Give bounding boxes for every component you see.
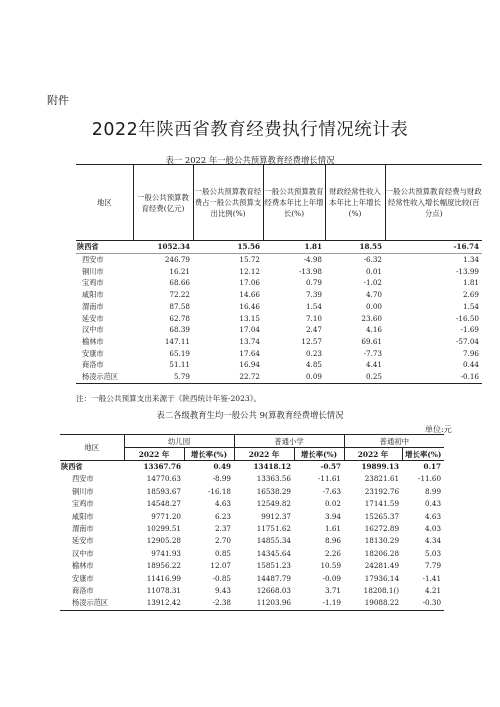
table-row (76, 336, 482, 348)
value-cell: 72.22 (169, 290, 190, 300)
value-cell: -2.38 (212, 598, 231, 608)
value-cell: 16.21 (169, 266, 190, 276)
value-cell: 9.43 (214, 586, 231, 596)
value-cell: 1.54 (305, 301, 322, 311)
region-cell: 安康市 (82, 348, 104, 358)
value-cell: 13.15 (239, 313, 260, 323)
value-cell: 18.55 (325, 241, 385, 254)
region-cell: 西安市 (72, 474, 94, 484)
region-cell: 商洛市 (72, 586, 94, 596)
value-cell: 12668.03 (256, 586, 291, 596)
value-cell: 16272.89 (364, 524, 400, 534)
value-cell: 18956.22 (146, 561, 181, 571)
value-cell: 68.66 (169, 278, 190, 288)
table2-caption: 表二各级教育生均一般公共 9(算教育经费增长情况 (156, 410, 344, 420)
value-cell: 17936.14 (364, 573, 400, 583)
region-cell: 宝鸡市 (82, 278, 104, 288)
value-cell: 7.39 (305, 290, 322, 300)
value-cell: -4.98 (303, 255, 322, 264)
value-cell: 1.34 (462, 255, 479, 264)
region-cell: 安康市 (72, 573, 94, 583)
table-row (76, 371, 482, 383)
table2-sub-rate: 增长率(%) (402, 448, 444, 461)
value-cell: 23192.76 (364, 486, 400, 496)
value-cell: 13912.42 (146, 598, 181, 608)
value-cell: 0.44 (462, 360, 479, 370)
value-cell: 15.72 (239, 255, 260, 264)
table1-header-share: 一般公共预算教育经费占一般公共预算支出比例(%) (193, 165, 263, 241)
table2-sub-year: 2022 年 (124, 448, 184, 461)
value-cell: 18130.29 (364, 536, 400, 546)
region-cell: 杨凌示范区 (82, 372, 118, 382)
value-cell: 7.96 (462, 348, 479, 358)
value-cell: 62.78 (169, 313, 190, 323)
value-cell: 13363.56 (256, 474, 291, 484)
table1-header-revenue-growth: 财政经常性收入本年比上年增长(%) (325, 165, 385, 241)
value-cell: 17.04 (239, 325, 260, 335)
table-row (60, 597, 444, 610)
value-cell: 0.00 (365, 301, 382, 311)
table2-group-kindergarten: 幼儿园 (124, 435, 234, 448)
table2-sub-year: 2022 年 (234, 448, 294, 461)
table-row (76, 313, 482, 325)
value-cell: 1.81 (462, 278, 479, 288)
value-cell: 13.74 (239, 336, 260, 346)
region-cell: 汉中市 (82, 325, 104, 335)
region-cell: 渭南市 (82, 301, 104, 311)
value-cell: -0.30 (422, 598, 442, 608)
value-cell: 11416.99 (146, 573, 181, 583)
value-cell: 11078.31 (146, 586, 181, 596)
table1-header-region: 地区 (76, 165, 133, 241)
table-row (76, 301, 482, 313)
region-cell: 延安市 (72, 536, 94, 546)
value-cell: 4.63 (425, 511, 442, 521)
table-row (60, 473, 444, 485)
value-cell: 3.94 (325, 511, 342, 521)
value-cell: 1.81 (263, 241, 325, 254)
table-row (76, 254, 482, 266)
region-cell: 宝鸡市 (72, 499, 94, 509)
value-cell: -7.63 (322, 486, 342, 496)
value-cell: 2.70 (214, 536, 231, 546)
value-cell: 12549.82 (256, 499, 291, 509)
value-cell: 4.16 (365, 325, 382, 335)
value-cell: 2.69 (462, 290, 479, 300)
value-cell: 0.43 (425, 499, 442, 509)
value-cell: -11.61 (318, 474, 342, 484)
value-cell: -0.09 (322, 573, 342, 583)
value-cell: 69.61 (361, 336, 382, 346)
value-cell: 5.03 (425, 548, 442, 558)
value-cell: 8.99 (425, 486, 442, 496)
table2-body (60, 461, 444, 611)
table-row (60, 548, 444, 560)
table2-per-student (60, 434, 444, 611)
table-row (76, 277, 482, 289)
value-cell: 0.25 (365, 372, 382, 382)
table2-sub-rate: 增长率(%) (294, 448, 344, 461)
table-row (60, 560, 444, 572)
value-cell: 24281.49 (364, 561, 400, 571)
table-row (60, 511, 444, 523)
value-cell: 23.60 (361, 313, 382, 323)
table-row (76, 266, 482, 278)
value-cell: 18208.1() (363, 586, 400, 596)
value-cell: 4.03 (425, 524, 442, 534)
value-cell: 16.94 (239, 360, 260, 370)
value-cell: 147.11 (164, 336, 190, 346)
region-cell: 渭南市 (72, 524, 94, 534)
value-cell: 51.11 (169, 360, 190, 370)
value-cell: 3.71 (325, 586, 342, 596)
page-title: 2022年陕西省教育经费执行情况统计表 (91, 120, 409, 140)
region-cell: 汉中市 (72, 548, 94, 558)
value-cell: 13367.76 (124, 461, 184, 474)
value-cell: -1.02 (363, 278, 382, 288)
region-cell: 咸阳市 (72, 511, 94, 521)
value-cell: 0.49 (184, 461, 234, 474)
value-cell: 87.58 (169, 301, 190, 311)
table-row (76, 359, 482, 371)
value-cell: 9771.20 (151, 511, 181, 521)
table-row (60, 486, 444, 498)
value-cell: 4.70 (365, 290, 382, 300)
table-row (76, 289, 482, 301)
value-cell: 16538.29 (256, 486, 291, 496)
value-cell: -0.16 (460, 372, 479, 382)
value-cell: 14770.63 (146, 474, 181, 484)
region-cell: 铜川市 (82, 266, 104, 276)
value-cell: 14548.27 (146, 499, 181, 509)
value-cell: 14855.34 (256, 536, 291, 546)
region-cell: 铜川市 (72, 486, 94, 496)
value-cell: -16.50 (455, 313, 479, 323)
table-row (60, 573, 444, 585)
table1-header-comparison: 一般公共预算教育经费与财政经常性收入增长幅度比较(百分点) (385, 165, 482, 241)
value-cell: 15.56 (193, 241, 263, 254)
value-cell: 0.79 (305, 278, 322, 288)
value-cell: -0.85 (212, 573, 231, 583)
value-cell: -11.60 (418, 474, 442, 484)
value-cell: 19899.13 (344, 461, 402, 474)
table2-unit: 单位:元 (425, 425, 452, 434)
value-cell: 22.72 (239, 372, 260, 382)
value-cell: 7.10 (305, 313, 322, 323)
table-row (60, 498, 444, 510)
table1-header-funding: 一般公共预算教育经费(亿元) (133, 165, 193, 241)
value-cell: -16.74 (385, 241, 482, 254)
value-cell: 2.37 (214, 524, 231, 534)
value-cell: 10299.51 (146, 524, 181, 534)
value-cell: 68.39 (169, 325, 190, 335)
value-cell: 7.79 (425, 561, 442, 571)
region-cell: 咸阳市 (82, 290, 104, 300)
value-cell: 2.47 (305, 325, 322, 335)
value-cell: -1.41 (422, 573, 442, 583)
table-row (60, 585, 444, 597)
region-cell: 商洛市 (82, 360, 104, 370)
table1-caption: 表一 2022 年一般公共预算教育经费增长情况 (165, 155, 335, 165)
value-cell: 8.96 (325, 536, 342, 546)
value-cell: -1.19 (322, 598, 342, 608)
value-cell: -1.69 (460, 325, 479, 335)
table2-sub-rate: 增长率(%) (184, 448, 234, 461)
table1-body (76, 241, 482, 384)
value-cell: 6.23 (214, 511, 231, 521)
value-cell: 19088.22 (364, 598, 400, 608)
value-cell: 11203.96 (256, 598, 291, 608)
value-cell: -16.18 (207, 486, 231, 496)
value-cell: 0.85 (214, 548, 231, 558)
table1-budget-growth (76, 164, 482, 384)
value-cell: 16.46 (239, 301, 260, 311)
value-cell: -8.99 (212, 474, 231, 484)
region-cell: 延安市 (82, 313, 104, 323)
table-row (76, 324, 482, 336)
table2-sub-year: 2022 年 (344, 448, 402, 461)
value-cell: 0.23 (305, 348, 322, 358)
value-cell: 4.85 (305, 360, 322, 370)
value-cell: -0.57 (294, 461, 344, 474)
value-cell: 0.09 (305, 372, 322, 382)
annex-label: 附件 (47, 94, 69, 107)
value-cell: 0.17 (402, 461, 444, 474)
value-cell: 18593.67 (146, 486, 181, 496)
value-cell: 14.66 (239, 290, 260, 300)
value-cell: 0.01 (365, 266, 382, 276)
value-cell: 12905.28 (146, 536, 181, 546)
value-cell: 12.07 (210, 561, 231, 571)
value-cell: 65.19 (169, 348, 190, 358)
table-row (76, 348, 482, 360)
value-cell: -57.04 (455, 336, 479, 346)
value-cell: 15265.37 (364, 511, 400, 521)
value-cell: 17.06 (239, 278, 260, 288)
region-cell: 杨凌示范区 (72, 598, 108, 608)
region-cell: 榆林市 (72, 561, 94, 571)
value-cell: 13418.12 (234, 461, 294, 474)
value-cell: 11751.62 (256, 524, 291, 534)
value-cell: 10.59 (320, 561, 342, 571)
value-cell: 1052.34 (133, 241, 193, 254)
region-cell: 西安市 (82, 255, 104, 264)
table1-note: 注：一般公共预算支出来源于《陕西统计年鉴-2023》。 (76, 394, 262, 403)
table1-header-growth: 一般公共预算教育经费本年比上年增长(%) (263, 165, 325, 241)
value-cell: 4.41 (365, 360, 382, 370)
value-cell: 2.26 (325, 548, 342, 558)
value-cell: 5.79 (173, 372, 190, 382)
value-cell: 12.12 (239, 266, 260, 276)
value-cell: 4.21 (425, 586, 442, 596)
value-cell: 4.34 (425, 536, 442, 546)
table-row (60, 535, 444, 547)
value-cell: 17.64 (239, 348, 260, 358)
value-cell: 18206.28 (364, 548, 400, 558)
value-cell: 0.02 (325, 499, 342, 509)
value-cell: 14487.79 (256, 573, 291, 583)
table2-group-junior: 普通初中 (344, 435, 444, 448)
table-row (60, 523, 444, 535)
value-cell: 14345.64 (256, 548, 291, 558)
region-cell: 陕西省 (60, 461, 124, 474)
value-cell: 23821.61 (364, 474, 400, 484)
table-row-province (76, 241, 482, 254)
value-cell: 9741.93 (151, 548, 181, 558)
value-cell: 12.57 (301, 336, 322, 346)
value-cell: 15851.23 (256, 561, 291, 571)
table-row-province (60, 461, 444, 474)
value-cell: 17141.59 (364, 499, 400, 509)
value-cell: -13.99 (455, 266, 479, 276)
value-cell: 1.54 (462, 301, 479, 311)
region-cell: 榆林市 (82, 336, 104, 346)
table2-group-primary: 普通小学 (234, 435, 344, 448)
value-cell: 1.61 (325, 524, 342, 534)
value-cell: -7.73 (363, 348, 382, 358)
table2-header-region: 地区 (60, 435, 124, 461)
value-cell: 246.79 (164, 255, 190, 264)
region-cell: 陕西省 (76, 241, 133, 254)
value-cell: 4.63 (214, 499, 231, 509)
value-cell: -6.32 (363, 255, 382, 264)
value-cell: -13.98 (298, 266, 322, 276)
value-cell: 9912.37 (261, 511, 291, 521)
